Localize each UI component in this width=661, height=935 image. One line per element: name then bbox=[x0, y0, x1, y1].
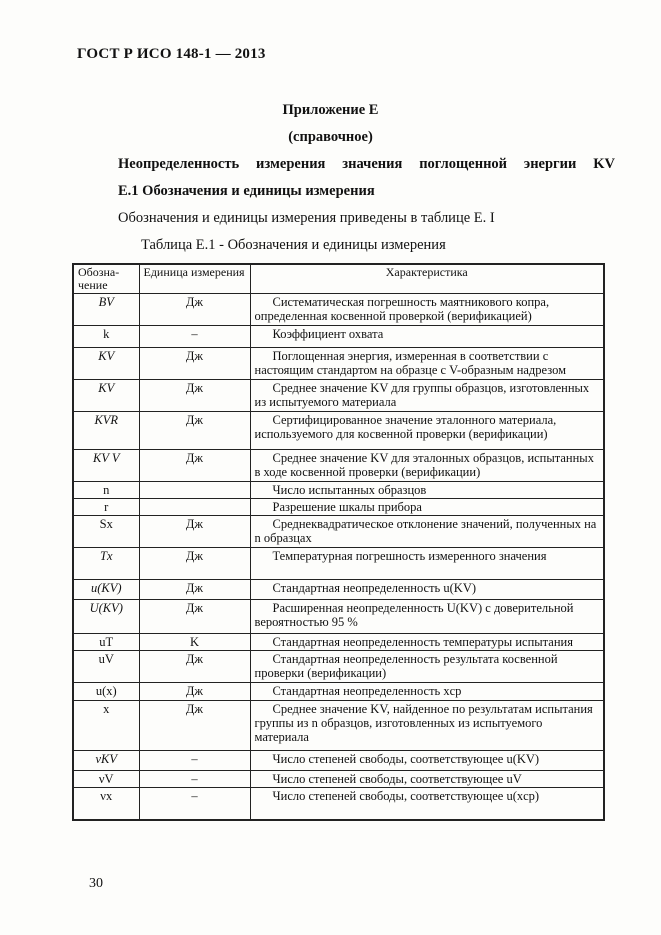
table-row bbox=[73, 412, 604, 450]
row-description: Сертифицированное значение эталонного материала, используемого для косвенной проверки (верификации) bbox=[250, 412, 604, 450]
appendix-type: (справочное) bbox=[288, 129, 373, 145]
row-symbol: u(KV) bbox=[73, 580, 139, 600]
header-description: Характеристика bbox=[250, 264, 604, 294]
row-symbol: u(x) bbox=[73, 683, 139, 701]
document-header: ГОСТ Р ИСО 148-1 — 2013 bbox=[77, 46, 266, 62]
header-unit: Единица измерения bbox=[139, 264, 250, 294]
table-row bbox=[73, 516, 604, 548]
table-row bbox=[73, 499, 604, 516]
row-symbol: νx bbox=[73, 788, 139, 820]
row-description: Поглощенная энергия, измеренная в соответствии с настоящим стандартом на образце с V-образным надрезом bbox=[250, 348, 604, 380]
row-symbol: νV bbox=[73, 771, 139, 788]
table-caption: Таблица Е.1 - Обозначения и единицы измерения bbox=[141, 237, 446, 253]
row-description: Среднеквадратическое отклонение значений, полученных на n образцах bbox=[250, 516, 604, 548]
row-description: Стандартная неопределенность результата косвенной проверки (верификации) bbox=[250, 651, 604, 683]
symbols-table bbox=[72, 263, 605, 821]
row-description: Среднее значение KV для группы образцов, изготовленных из испытуемого материала bbox=[250, 380, 604, 412]
row-unit: Дж bbox=[139, 701, 250, 751]
row-unit: Дж bbox=[139, 683, 250, 701]
row-description: Разрешение шкалы прибора bbox=[250, 499, 604, 516]
subtitle-text: Неопределенность измерения значения поглощенной энергии KV bbox=[118, 156, 615, 172]
row-unit: Дж bbox=[139, 600, 250, 634]
row-symbol: uV bbox=[73, 651, 139, 683]
row-symbol: KV bbox=[73, 380, 139, 412]
row-symbol: KV V bbox=[73, 450, 139, 482]
row-description: Число степеней свободы, соответствующее u(xср) bbox=[250, 788, 604, 820]
row-unit bbox=[139, 499, 250, 516]
row-symbol: k bbox=[73, 326, 139, 348]
row-symbol: n bbox=[73, 482, 139, 499]
row-unit: K bbox=[139, 634, 250, 651]
section-title: Е.1 Обозначения и единицы измерения bbox=[118, 183, 375, 199]
row-symbol: uT bbox=[73, 634, 139, 651]
row-unit: Дж bbox=[139, 516, 250, 548]
row-description: Среднее значение KV для эталонных образцов, испытанных в ходе косвенной проверки (верификации) bbox=[250, 450, 604, 482]
row-symbol: KV bbox=[73, 348, 139, 380]
table-row bbox=[73, 580, 604, 600]
row-symbol: Sx bbox=[73, 516, 139, 548]
row-unit: – bbox=[139, 326, 250, 348]
row-description: Систематическая погрешность маятникового копра, определенная косвенной проверкой (верификацией) bbox=[250, 294, 604, 326]
row-unit: Дж bbox=[139, 380, 250, 412]
row-unit: Дж bbox=[139, 294, 250, 326]
table-row bbox=[73, 651, 604, 683]
table-row bbox=[73, 348, 604, 380]
table-row bbox=[73, 751, 604, 771]
row-unit: – bbox=[139, 751, 250, 771]
row-symbol: KVR bbox=[73, 412, 139, 450]
row-description: Температурная погрешность измеренного значения bbox=[250, 548, 604, 580]
row-unit: Дж bbox=[139, 548, 250, 580]
table-row bbox=[73, 600, 604, 634]
table-row bbox=[73, 788, 604, 820]
appendix-title: Приложение Е bbox=[282, 102, 379, 118]
row-symbol: Tx bbox=[73, 548, 139, 580]
row-unit: Дж bbox=[139, 348, 250, 380]
row-description: Стандартная неопределенность xср bbox=[250, 683, 604, 701]
header-symbol: Обозна-чение bbox=[73, 264, 139, 294]
row-unit: Дж bbox=[139, 450, 250, 482]
row-symbol: r bbox=[73, 499, 139, 516]
row-unit: Дж bbox=[139, 412, 250, 450]
row-description: Стандартная неопределенность температуры испытания bbox=[250, 634, 604, 651]
row-description: Число испытанных образцов bbox=[250, 482, 604, 499]
row-description: Стандартная неопределенность u(KV) bbox=[250, 580, 604, 600]
row-description: Среднее значение KV, найденное по результатам испытания группы из n образцов, изготовленных из испытуемого материала bbox=[250, 701, 604, 751]
row-symbol: BV bbox=[73, 294, 139, 326]
row-symbol: νKV bbox=[73, 751, 139, 771]
table-row bbox=[73, 548, 604, 580]
row-unit: Дж bbox=[139, 580, 250, 600]
table-row bbox=[73, 683, 604, 701]
row-unit: – bbox=[139, 788, 250, 820]
row-symbol: x bbox=[73, 701, 139, 751]
appendix-subtitle bbox=[118, 156, 615, 173]
table-row bbox=[73, 701, 604, 751]
row-unit: Дж bbox=[139, 651, 250, 683]
table-header-row bbox=[73, 264, 604, 294]
row-description: Расширенная неопределенность U(KV) с доверительной вероятностью 95 % bbox=[250, 600, 604, 634]
row-description: Число степеней свободы, соответствующее uV bbox=[250, 771, 604, 788]
table-row bbox=[73, 450, 604, 482]
page-number: 30 bbox=[89, 876, 103, 891]
row-description: Коэффициент охвата bbox=[250, 326, 604, 348]
row-description: Число степеней свободы, соответствующее u(KV) bbox=[250, 751, 604, 771]
row-unit: – bbox=[139, 771, 250, 788]
table-row bbox=[73, 380, 604, 412]
table-row bbox=[73, 771, 604, 788]
row-symbol: U(KV) bbox=[73, 600, 139, 634]
table-row bbox=[73, 482, 604, 499]
row-unit bbox=[139, 482, 250, 499]
table-row bbox=[73, 634, 604, 651]
intro-text: Обозначения и единицы измерения приведены в таблице Е. I bbox=[118, 210, 495, 226]
table-row bbox=[73, 326, 604, 348]
table-row bbox=[73, 294, 604, 326]
